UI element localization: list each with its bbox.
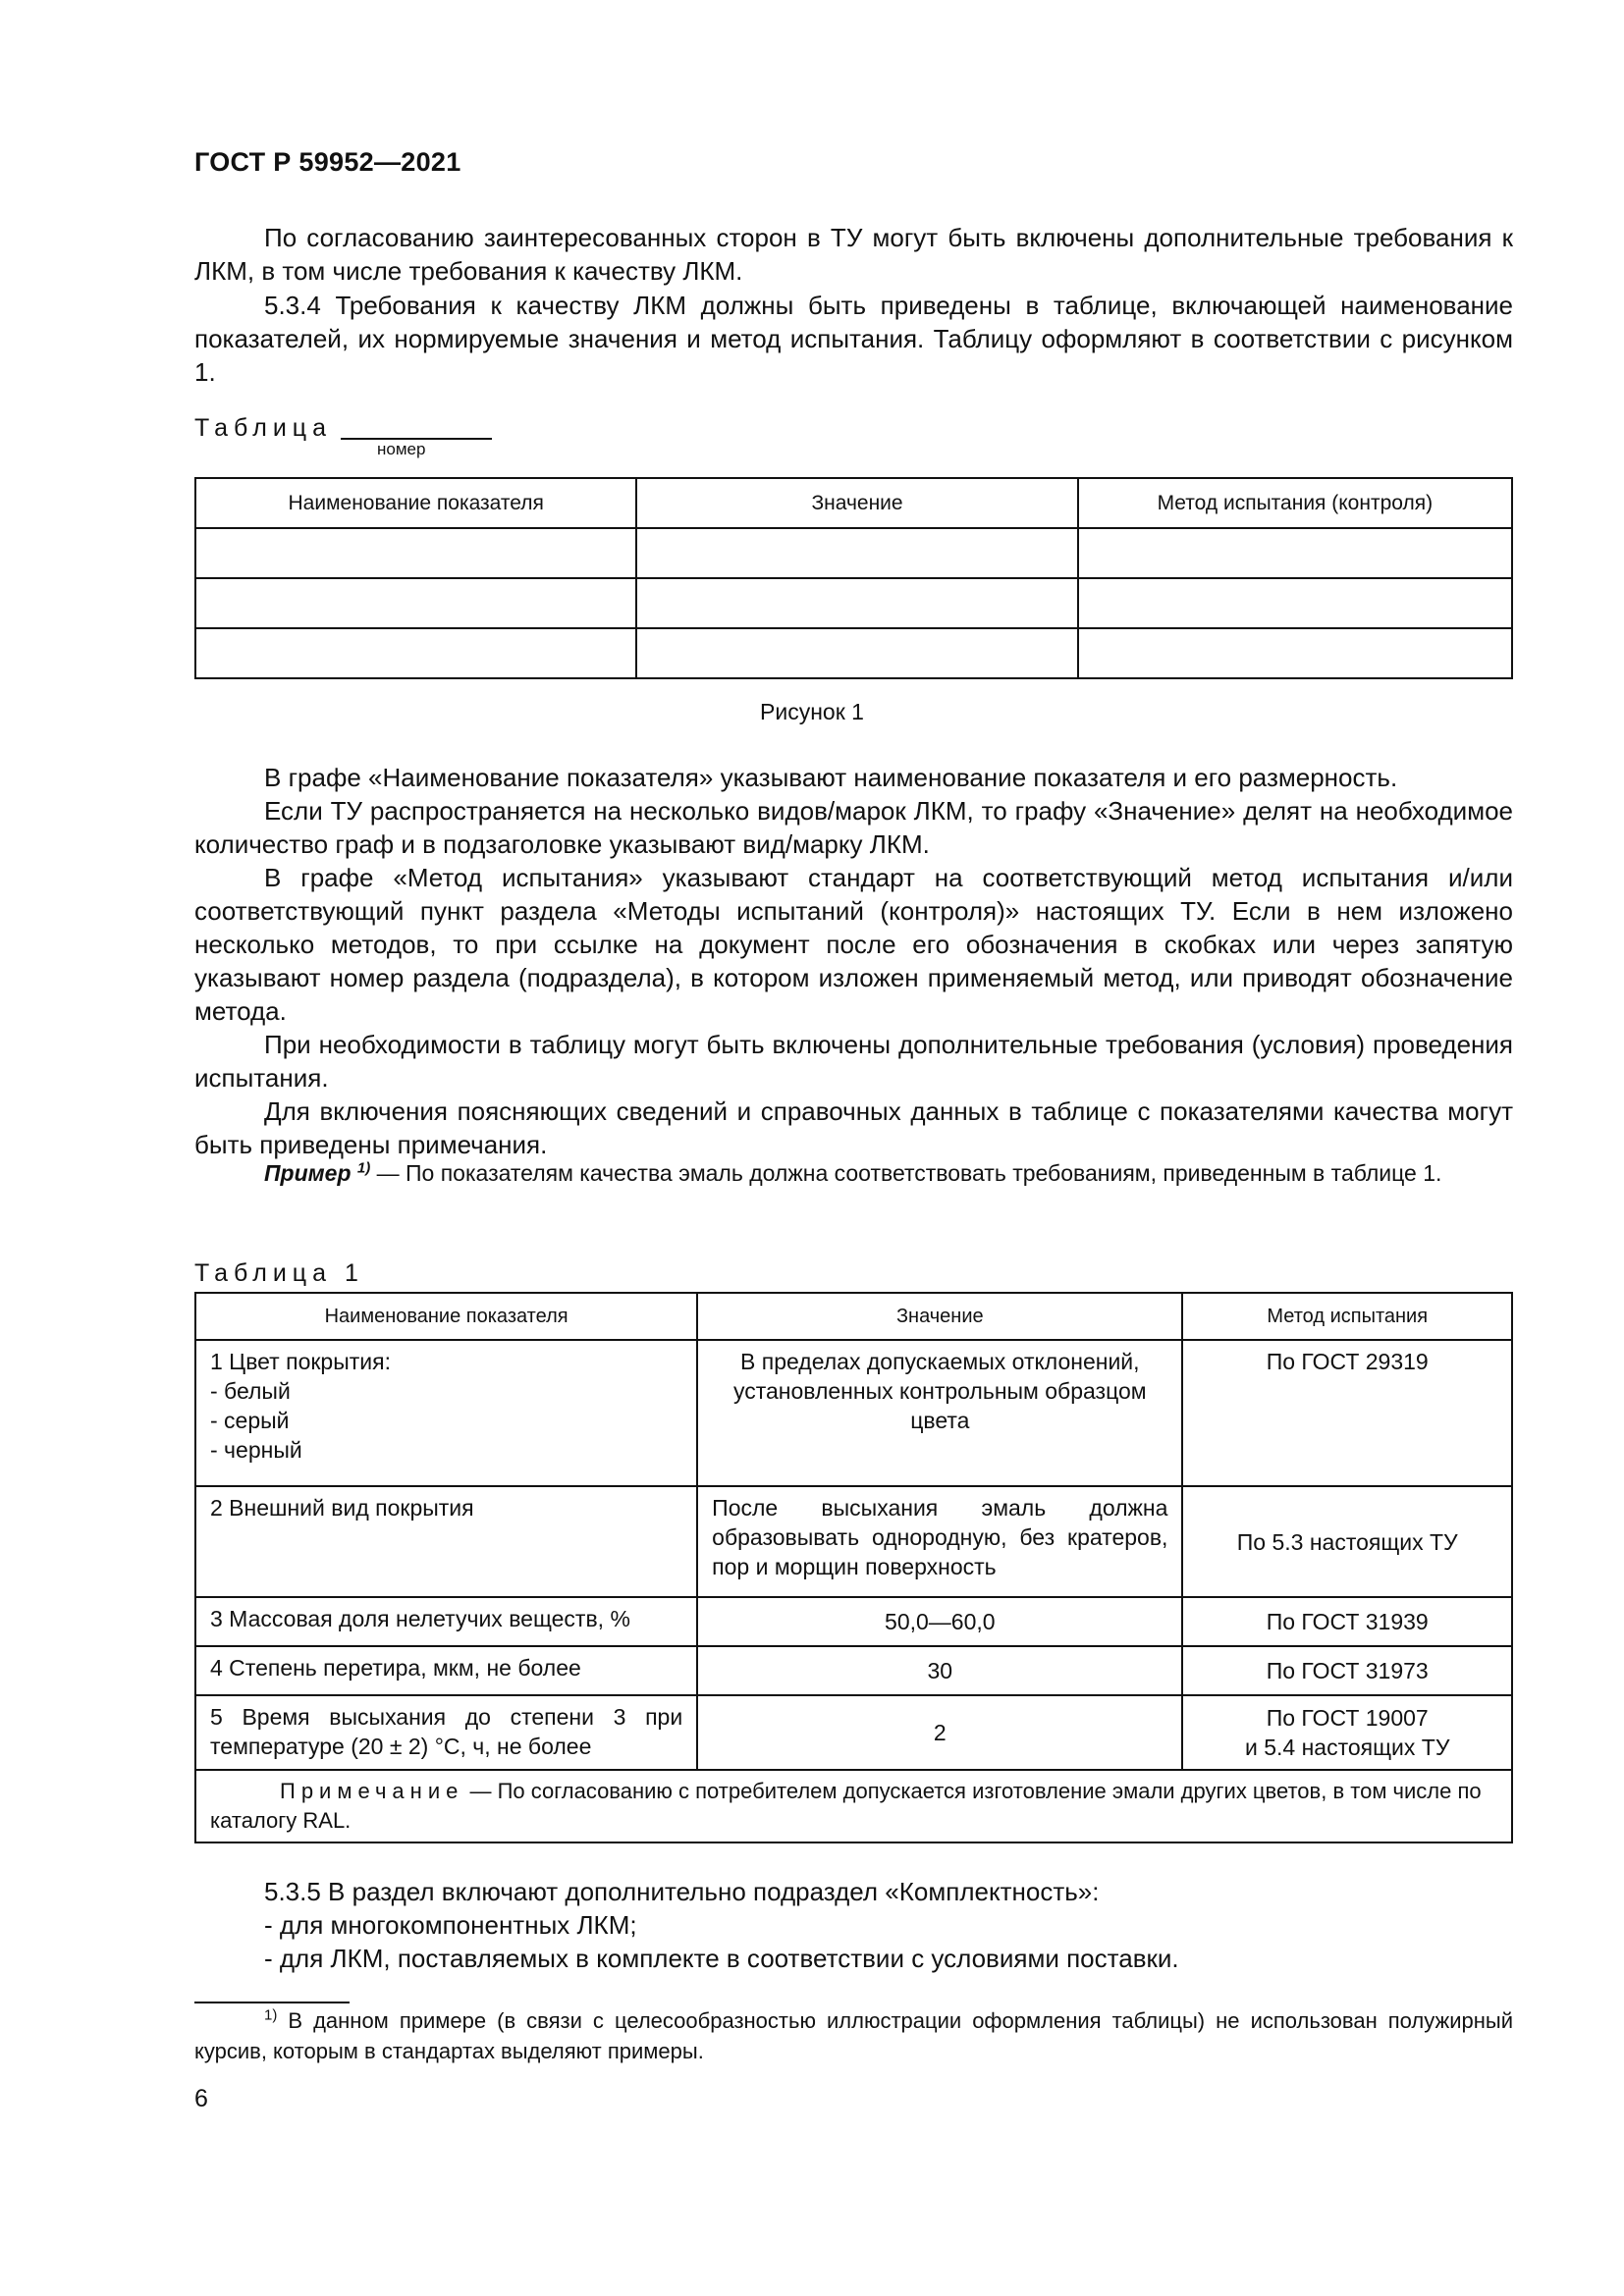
row1-name: 1 Цвет покрытия: - белый - серый - черный (195, 1340, 697, 1486)
table-row (195, 1486, 1512, 1597)
row1-value: В пределах допускаемых отклонений, установленных контрольным образцом цвета (697, 1340, 1182, 1486)
example-label: Пример (264, 1160, 352, 1186)
row4-name: 4 Степень перетира, мкм, не более (195, 1646, 697, 1695)
table1-col-name: Наименование показателя (195, 1293, 697, 1340)
figure-empty-row (195, 528, 1512, 578)
footnote-mark: 1) (264, 2006, 278, 2024)
table-row (195, 1340, 1512, 1486)
body-paragraph-2: Если ТУ распространяется на несколько видов/марок ЛКМ, то графу «Значение» делят на необходимое количество граф и в подзаголовке указывают вид/марку ЛКМ. (194, 796, 1513, 859)
row2-name: 2 Внешний вид покрытия (195, 1486, 697, 1597)
intro-paragraph: По согласованию заинтересованных сторон в ТУ могут быть включены дополнительные требования к ЛКМ, в том числе требования к качеству ЛКМ. (194, 223, 1513, 286)
figure-table-label: Таблица (194, 414, 333, 442)
table-number-hint: номер (377, 440, 426, 458)
table-row (195, 1646, 1512, 1695)
table1-note (195, 1770, 1512, 1842)
body-paragraph-4: При необходимости в таблицу могут быть включены дополнительные требования (условия) проведения испытания. (194, 1030, 1513, 1093)
clause-5-3-5: 5.3.5 В раздел включают дополнительно подраздел «Комплектность»: (264, 1877, 1100, 1906)
footnote (194, 2005, 1513, 2066)
figure-col-value: Значение (636, 478, 1077, 528)
figure-caption: Рисунок 1 (760, 699, 864, 724)
figure-table-template (194, 477, 1513, 679)
row4-method: По ГОСТ 31973 (1182, 1646, 1512, 1695)
row2-method: По 5.3 настоящих ТУ (1182, 1486, 1512, 1597)
footnote-text: В данном примере (в связи с целесообразностью иллюстрации оформления таблицы) не использован полужирный курсив, которым в стандартах выделяют примеры. (194, 2008, 1513, 2063)
table1-label: Таблица 1 (194, 1259, 364, 1287)
example-text: — По показателям качества эмаль должна соответствовать требованиям, приведенным в таблице 1. (370, 1160, 1442, 1186)
table-row (195, 1597, 1512, 1646)
clause-5-3-4: 5.3.4 Требования к качеству ЛКМ должны быть приведены в таблице, включающей наименование показателей, их нормируемые значения и метод испытания. Таблицу оформляют в соответствии с рисунком 1. (194, 291, 1513, 387)
figure-empty-row (195, 578, 1512, 628)
body-paragraph-1: В графе «Наименование показателя» указывают наименование показателя и его размерность. (264, 763, 1398, 792)
row3-name: 3 Массовая доля нелетучих веществ, % (195, 1597, 697, 1646)
figure-col-method: Метод испытания (контроля) (1078, 478, 1512, 528)
row5-method: По ГОСТ 19007 и 5.4 настоящих ТУ (1182, 1695, 1512, 1770)
note-label: Примечание (280, 1779, 464, 1803)
footnote-separator (194, 2002, 350, 2003)
table1 (194, 1292, 1513, 1843)
example-paragraph (194, 1158, 1513, 1189)
row4-value: 30 (697, 1646, 1182, 1695)
row5-name: 5 Время высыхания до степени 3 при температуре (20 ± 2) °С, ч, не более (195, 1695, 697, 1770)
standard-designation: ГОСТ Р 59952—2021 (194, 147, 461, 177)
table1-col-value: Значение (697, 1293, 1182, 1340)
table1-col-method: Метод испытания (1182, 1293, 1512, 1340)
row3-method: По ГОСТ 31939 (1182, 1597, 1512, 1646)
figure-empty-row (195, 628, 1512, 678)
example-footnote-mark: 1) (356, 1159, 371, 1177)
body-paragraph-5: Для включения поясняющих сведений и справочных данных в таблице с показателями качества могут быть приведены примечания. (194, 1096, 1513, 1159)
row5-value: 2 (697, 1695, 1182, 1770)
row3-value: 50,0—60,0 (697, 1597, 1182, 1646)
table-note-row (195, 1770, 1512, 1842)
list-item: - для многокомпонентных ЛКМ; (264, 1910, 637, 1940)
row1-method: По ГОСТ 29319 (1182, 1340, 1512, 1486)
note-text: — По согласованию с потребителем допускается изготовление эмали других цветов, в том числе по каталогу RAL. (210, 1779, 1482, 1833)
figure-col-name: Наименование показателя (195, 478, 636, 528)
row2-value: После высыхания эмаль должна образовывать однородную, без кратеров, пор и морщин поверхность (697, 1486, 1182, 1597)
table-row (195, 1695, 1512, 1770)
list-item: - для ЛКМ, поставляемых в комплекте в соответствии с условиями поставки. (264, 1944, 1179, 1973)
body-paragraph-3: В графе «Метод испытания» указывают стандарт на соответствующий метод испытания и/или соответствующий пункт раздела «Методы испытаний (контроля)» настоящих ТУ. Если в нем изложено несколько методов, то при ссылке на документ после его обозначения в скобках или через запятую указывают номер раздела (подраздела), в котором изложен применяемый метод, или приводят обозначение метода. (194, 863, 1513, 1026)
page-number: 6 (194, 2085, 208, 2112)
